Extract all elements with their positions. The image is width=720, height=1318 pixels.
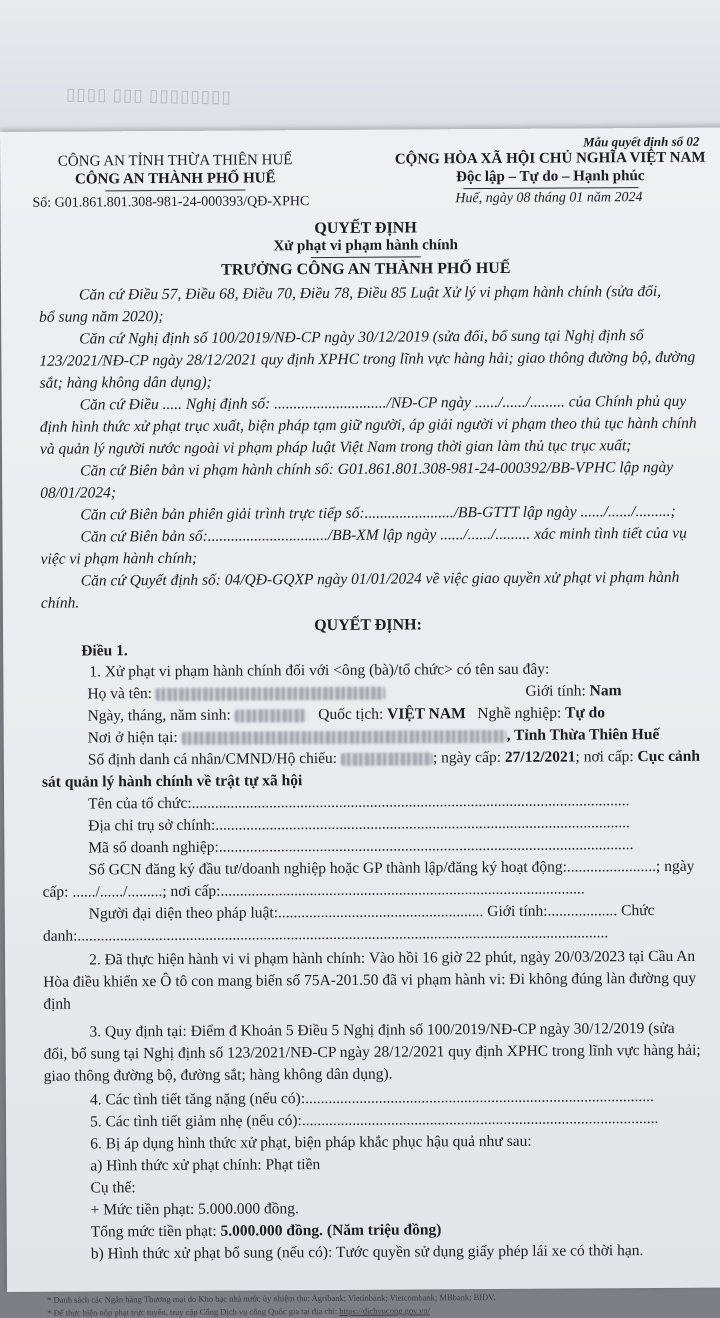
motto-underline — [463, 187, 638, 189]
org-field-line: cấp: ....../....../.........; nơi cấp:.............................................................................................. — [42, 880, 585, 901]
org-field-line: Người đại diện theo pháp luật:..................................................... Giới tính:.................. Chức — [88, 902, 655, 923]
gender-row — [525, 680, 621, 703]
issue-place-label: ; nơi cấp: — [575, 748, 634, 766]
main-penalty: a) Hình thức xử phạt chính: Phạt tiền — [90, 1156, 321, 1175]
id-row — [88, 746, 700, 772]
basis-line: Căn cứ Quyết định số: 04/QĐ-GQXP ngày 01/01/2024 về việc giao quyền xử phạt vi phạm hành — [80, 568, 680, 590]
item-1: 1. Xử phạt vi phạm hành chính đối với <ông (bà)/tổ chức> có tên sau đây: — [89, 660, 550, 681]
issuing-authority: TRƯỞNG CÔNG AN THÀNH PHỐ HUẾ — [221, 259, 511, 279]
decision-number: Số: G01.861.801.308-981-24-000393/QĐ-XPHC — [32, 194, 310, 211]
item-2-line: định — [43, 995, 71, 1013]
issue-place-value: Cục cảnh — [637, 747, 700, 766]
org-field-line: danh:......................................................................................................................................... — [42, 924, 609, 945]
address-province: , Tỉnh Thừa Thiên Huế — [506, 725, 660, 744]
nationality-label: Quốc tịch: — [318, 705, 384, 724]
document-page — [0, 128, 720, 1318]
background-page — [0, 0, 720, 140]
basis-line: định hình thức xử phạt trục xuất, biện pháp tạm giữ người, áp giải người vi phạm theo thủ tục hành chính — [39, 414, 697, 436]
dob-row — [88, 702, 606, 727]
nationality-value: VIỆT NAM — [387, 705, 466, 723]
redacted-name — [156, 687, 386, 701]
basis-line: và quản lý người nước ngoài vi phạm pháp luật Việt Nam trong thời gian làm thủ tục trục xuất; — [39, 437, 632, 458]
issue-date: Huế, ngày 08 tháng 01 năm 2024 — [455, 190, 643, 207]
decision-heading: QUYẾT ĐỊNH: — [314, 616, 422, 635]
penalty-total-value: 5.000.000 đồng. (Năm triệu đồng) — [220, 1221, 442, 1240]
name-row — [87, 682, 386, 706]
penalty-total-label: Tổng mức tiền phạt: — [90, 1222, 217, 1241]
item-2-line: Hòa điều khiển xe Ô tô con mang biển số 75A-201.50 đã vi phạm hành vi: Đi không đúng làn đường quy — [43, 969, 697, 991]
gender-label: Giới tính: — [525, 682, 586, 700]
footnote-online-text: * Để thực hiện nộp phạt trực tuyến, truy cập Cổng Dịch vụ công Quốc gia tại địa chỉ: — [47, 1305, 340, 1318]
basis-line: sắt; hàng không dân dụng); — [39, 373, 212, 392]
bleed-through-text: ▯▯▯▯▯▯▯▯ ▯▯▯ ▯▯▯▯ — [64, 84, 231, 107]
basis-line: bổ sung năm 2020); — [39, 308, 164, 326]
item-3-line: 3. Quy định tại: Điểm đ Khoản 5 Điều 5 Nghị định số 100/2019/NĐ-CP ngày 30/12/2019 (sửa — [89, 1019, 675, 1041]
footnote-banks: * Danh sách các Ngân hàng Thương mại do Kho bạc nhà nước ủy nhiệm thu: Agribank; Vietinbank; Vietcombank; MBbank; BIDV. — [47, 1291, 496, 1305]
issue-place-continued: sát quản lý hành chính về trật tự xã hội — [41, 772, 303, 791]
item-3-line: đổi, bổ sung tại Nghị định số 123/2021/NĐ-CP ngày 28/12/2021 quy định XPHC trong lĩnh vực hàng hải; — [43, 1041, 701, 1063]
id-label: Số định danh cá nhân/CMND/Hộ chiếu: — [87, 749, 338, 769]
redacted-id — [341, 752, 433, 766]
name-label: Họ và tên: — [87, 685, 153, 703]
basis-line: Căn cứ Biên bản số:.............................../BB-XM lập ngày ....../....../......... xác minh tình tiết của vụ — [80, 524, 687, 546]
additional-penalty: b) Hình thức xử phạt bổ sung (nếu có): Tước quyền sử dụng giấy phép lái xe có thời hạn. — [90, 1242, 644, 1263]
address-label: Nơi ở hiện tại: — [87, 728, 178, 747]
article-heading: Điều 1. — [81, 642, 128, 660]
gender-value: Nam — [589, 682, 622, 700]
issue-date-label: ; ngày cấp: — [432, 748, 502, 767]
basis-line: Căn cứ Điều 57, Điều 68, Điều 70, Điều 78, Điều 85 Luật Xử lý vi phạm hành chính (sửa đổi, — [78, 282, 662, 304]
org-name: CÔNG AN THÀNH PHỐ HUẾ — [74, 170, 276, 188]
basis-line: việc vi phạm hành chính; — [40, 549, 198, 568]
footnote-online — [47, 1305, 430, 1317]
org-field-line: Địa chỉ trụ sở chính:........................................................................................................... — [88, 814, 630, 835]
basis-line: chính. — [40, 594, 80, 612]
org-field-line: Mã số doanh nghiệp:........................................................................................................... — [88, 836, 634, 857]
job-label: Nghề nghiệp: — [477, 704, 562, 723]
job-value: Tự do — [565, 704, 606, 722]
basis-line: Căn cứ Biên bản vi phạm hành chính số: G01.861.801.308-981-24-000392/BB-VPHC lập ngày — [80, 458, 674, 480]
item-3-line: giao thông đường bộ, đường sắt; hàng không dân dụng). — [43, 1065, 393, 1085]
item-2-line: 2. Đã thực hiện hành vi vi phạm hành chính: Vào hồi 16 giờ 22 phút, ngày 20/03/2023 tại Cầu An — [89, 947, 696, 969]
nation-name: CỘNG HÒA XÃ HỘI CHỦ NGHĨA VIỆT NAM — [394, 149, 706, 168]
basis-line: Căn cứ Nghị định số 100/2019/NĐ-CP ngày 30/12/2019 (sửa đổi, bổ sung tại Nghị định số — [79, 327, 644, 348]
online-payment-link[interactable]: https://dichvucong.gov.vn/ — [339, 1305, 430, 1316]
penalty-total-row — [91, 1219, 442, 1243]
dob-label: Ngày, tháng, năm sinh: — [87, 706, 231, 725]
national-motto: Độc lập – Tự do – Hạnh phúc — [456, 168, 645, 186]
basis-line: Căn cứ Điều ..... Nghị định số: ............................./NĐ-CP ngày ....../....../......... của Chính phủ quy — [79, 392, 687, 414]
penalty-detail-label: Cụ thể: — [90, 1179, 136, 1197]
item-6: 6. Bị áp dụng hình thức xử phạt, biện pháp khắc phục hậu quả như sau: — [90, 1132, 532, 1153]
issue-date-value: 27/12/2021 — [504, 748, 576, 766]
basis-line: 08/01/2024; — [40, 484, 117, 502]
basis-line: 123/2021/NĐ-CP ngày 28/12/2021 quy định XPHC trong lĩnh vực hàng hải; giao thông đường bộ, đường — [39, 348, 696, 370]
org-field-line: Số GCN đăng ký đầu tư/doanh nghiệp hoặc GP thành lập/đăng ký hoạt động:.......................; ngày — [88, 857, 695, 879]
redacted-dob — [235, 709, 307, 722]
redacted-address — [182, 730, 507, 745]
basis-line: Căn cứ Biên bản phiên giải trình trực tiếp số:......................./BB-GTTT lập ngày ....../....../.........; — [80, 502, 676, 524]
item-5: 5. Các tình tiết giảm nhẹ (nếu có):............................................................................................ — [89, 1109, 659, 1131]
org-field-line: Tên của tổ chức:................................................................................................................. — [88, 792, 630, 813]
org-parent: CÔNG AN TỈNH THỪA THIÊN HUẾ — [57, 152, 293, 170]
subtitle-underline — [311, 256, 421, 258]
org-underline — [105, 190, 245, 192]
penalty-level: + Mức tiền phạt: 5.000.000 đồng. — [90, 1200, 299, 1219]
document-subtitle: Xử phạt vi phạm hành chính — [273, 237, 458, 255]
form-number: Mẫu quyết định số 02 — [583, 133, 700, 150]
document-title: QUYẾT ĐỊNH — [314, 219, 417, 238]
item-4: 4. Các tình tiết tăng nặng (nếu có):.......................................................................................... — [89, 1088, 654, 1109]
